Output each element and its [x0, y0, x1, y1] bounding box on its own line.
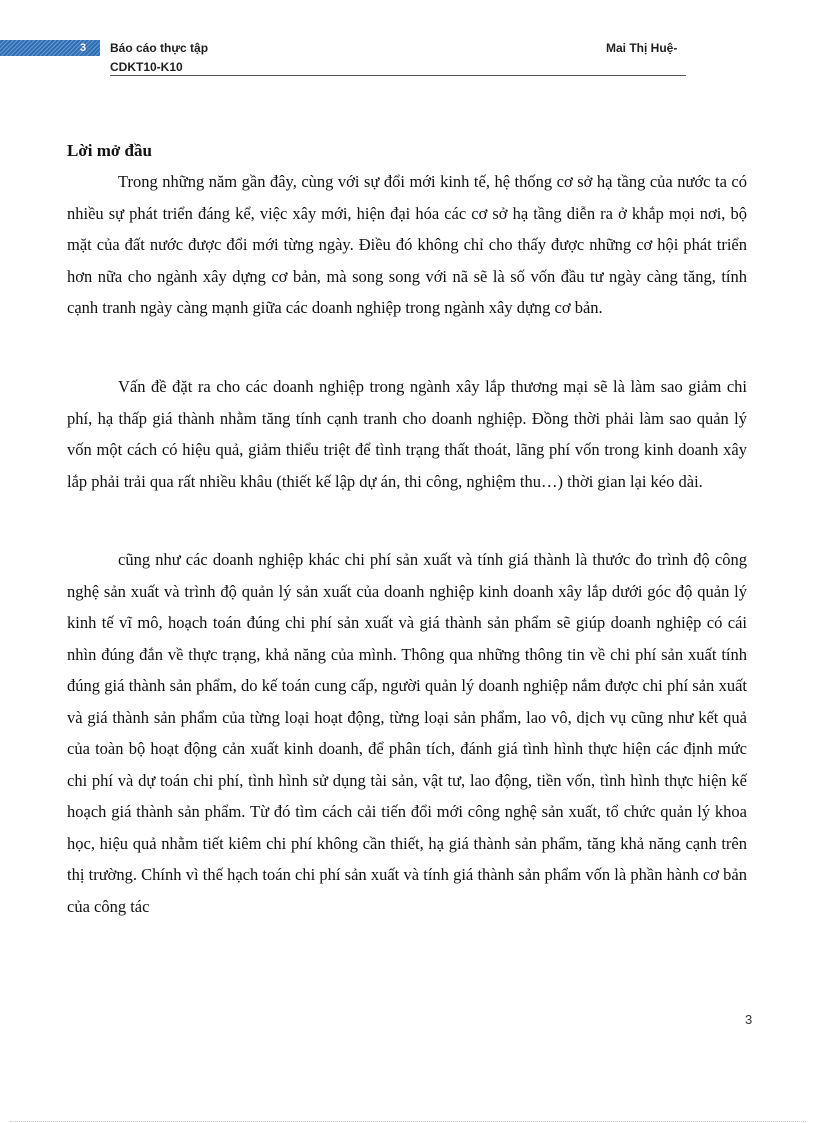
paragraph-2: Vấn đề đặt ra cho các doanh nghiệp trong ngành xây lắp thương mại sẽ là làm sao giảm chi phí, hạ thấp giá thành nhằm tăng tính cạnh tranh cho doanh nghiệp. Đồng thời phải làm sao quản lý vốn một cách có hiệu quả, giảm thiểu triệt để tình trạng thất thoát, lãng phí vốn trong kinh doanh xây lắp phải trải qua rất nhiều khâu (thiết kế lập dự án, thi công, nghiệm thu…) thời gian lại kéo dài. — [67, 377, 747, 491]
paragraph-3: cũng như các doanh nghiệp khác chi phí sản xuất và tính giá thành là thước đo trình độ công nghệ sản xuất và trình độ quản lý sản xuất của doanh nghiệp kinh doanh xây lắp dưới góc độ quản lý kinh tế vĩ mô, hoạch toán đúng chi phí sản xuất và giá thành sản phẩm sẽ giúp doanh nghiệp có cái nhìn đúng đắn về thực trạng, khả năng của mình. Thông qua những thông tin về chi phí sản xuất tính đúng giá thành sản phẩm, do kế toán cung cấp, người quản lý doanh nghiệp nắm được chi phí sản xuất và giá thành sản phẩm của từng loại hoạt động, từng loại sản phẩm, lao vô, dịch vụ cũng như kết quả của toàn bộ hoạt động cản xuất kinh doanh, để phân tích, đánh giá tình hình thực hiện các định mức chi phí và dự toán chi phí, tình hình sử dụng tài sản, vật tư, lao động, tiền vốn, tình hình thực hiện kế hoạch giá thành sản phẩm. Từ đó tìm cách cải tiến đổi mới công nghệ sản xuất, tổ chức quản lý khoa học, hiệu quả nhằm tiết kiêm chi phí không cần thiết, hạ giá thành sản phẩm, tăng khả năng cạnh trên thị trường. Chính vì thế hạch toán chi phí sản xuất và tính giá thành sản phẩm vốn là phần hành cơ bản của công tác — [67, 550, 747, 916]
section-heading: Lời mở đầu — [67, 141, 152, 160]
footer-page-number: 3 — [745, 1012, 753, 1027]
header-page-number: 3 — [80, 42, 87, 54]
header-divider — [110, 75, 686, 76]
page-bottom-border — [10, 1121, 806, 1122]
paragraph-1: Trong những năm gần đây, cùng với sự đổi mới kinh tế, hệ thống cơ sở hạ tầng của nước ta có nhiều sự phát triển đáng kể, việc xây mới, hiện đại hóa các cơ sở hạ tầng diễn ra ở khắp mọi nơi, bộ mặt của đất nước được đổi mới từng ngày. Điều đó không chỉ cho thấy được những cơ hội phát triển hơn nữa cho ngành xây dựng cơ bản, mà song song với nã sẽ là số vốn đầu tư ngày càng tăng, tính cạnh tranh ngày càng mạnh giữa các doanh nghiệp trong ngành xây dựng cơ bản. — [67, 172, 747, 317]
header-subtitle: CDKT10-K10 — [110, 60, 183, 74]
header-author: Mai Thị Huệ- — [606, 41, 678, 55]
header-title: Báo cáo thực tập — [110, 41, 209, 55]
